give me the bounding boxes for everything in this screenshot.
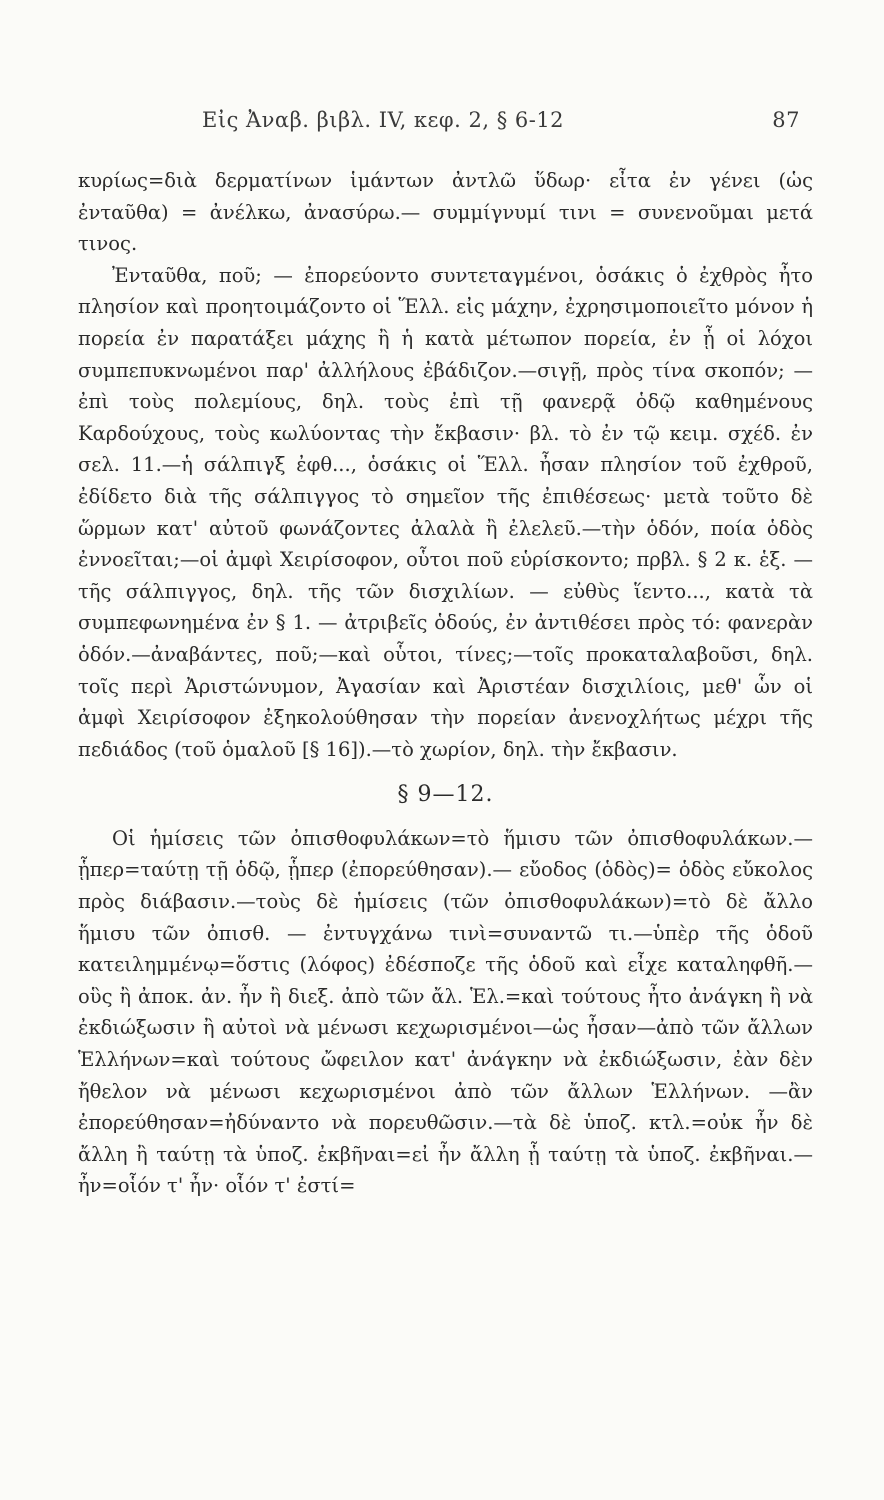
- paragraph-continuation: κυρίως=διὰ δερματίνων ἱμάντων ἀντλῶ ὕδωρ· εἶτα ἐν γένει (ὡς ἐνταῦθα) = ἀνέλκω, ἀνασύρω.— συμμίγνυμί τινι = συνενοῦμαι μετά τινος.: [78, 169, 813, 256]
- paragraph-entautha: Ἐνταῦθα, ποῦ; — ἐπορεύοντο συντεταγμένοι, ὁσάκις ὁ ἐχθρὸς ἦτο πλησίον καὶ προητοιμάζοντο οἱ Ἕλλ. εἰς μάχην, ἐχρησιμοποιεῖτο μόνον ἡ πορεία ἐν παρατάξει μάχης ἢ ἡ κατὰ μέτωπον πορεία, ἐν ᾗ οἱ λόχοι συμπεπυκνωμένοι παρ' ἀλλήλους ἐβάδιζον.—σιγῇ, πρὸς τίνα σκοπόν; — ἐπὶ τοὺς πολεμίους, δηλ. τοὺς ἐπὶ τῇ φανερᾷ ὁδῷ καθημένους Καρδούχους, τοὺς κωλύοντας τὴν ἔκβασιν· βλ. τὸ ἐν τῷ κειμ. σχέδ. ἐν σελ. 11.—ἡ σάλπιγξ ἐφθ..., ὁσάκις οἱ Ἕλλ. ἦσαν πλησίον τοῦ ἐχθροῦ, ἐδίδετο διὰ τῆς σάλπιγγος τὸ σημεῖον τῆς ἐπιθέσεως· μετὰ τοῦτο δὲ ὥρμων κατ' αὐτοῦ φωνάζοντες ἀλαλὰ ἢ ἐλελεῦ.—τὴν ὁδόν, ποία ὁδὸς ἐννοεῖται;—οἱ ἀμφὶ Χειρίσοφον, οὗτοι ποῦ εὑρίσκοντο; πρβλ. § 2 κ. ἑξ. — τῆς σάλπιγγος, δηλ. τῆς τῶν δισχιλίων. — εὐθὺς ἵεντο..., κατὰ τὰ συμπεφωνημένα ἐν § 1. — ἀτριβεῖς ὁδούς, ἐν ἀντιθέσει πρὸς τό: φανερὰν ὁδόν.—ἀναβάντες, ποῦ;—καὶ οὗτοι, τίνες;—τοῖς προκαταλαβοῦσι, δηλ. τοῖς περὶ Ἀριστώνυμον, Ἀγασίαν καὶ Ἀριστέαν δισχιλίοις, μεθ' ὧν οἱ ἀμφὶ Χειρίσοφον ἐξηκολούθησαν τὴν πορείαν ἀνενοχλήτως μέχρι τῆς πεδιάδος (τοῦ ὁμαλοῦ [§ 16]).—τὸ χωρίον, δηλ. τὴν ἔκβασιν.: [78, 263, 813, 761]
- commentary-text: [78, 165, 813, 1202]
- page-number: 87: [772, 108, 800, 132]
- section-heading: § 9—12.: [397, 782, 494, 808]
- running-title: Εἰς Ἀναβ. βιβλ. IV, κεφ. 2, § 6-12: [202, 108, 565, 132]
- paragraph-section-9-12: Οἱ ἡμίσεις τῶν ὀπισθοφυλάκων=τὸ ἥμισυ τῶν ὀπισθοφυλάκων.—ᾗπερ=ταύτῃ τῇ ὁδῷ, ᾗπερ (ἐπορεύθησαν).— εὔοδος (ὁδὸς)= ὁδὸς εὔκολος πρὸς διάβασιν.—τοὺς δὲ ἡμίσεις (τῶν ὀπισθοφυλάκων)=τὸ δὲ ἄλλο ἥμισυ τῶν ὀπισθ. — ἐντυγχάνω τινὶ=συναντῶ τι.—ὑπὲρ τῆς ὁδοῦ κατειλημμένῳ=ὅστις (λόφος) ἐδέσποζε τῆς ὁδοῦ καὶ εἶχε καταληφθῆ.—οὓς ἢ ἀποκ. ἀν. ἦν ἢ διεξ. ἀπὸ τῶν ἄλ. Ἑλ.=καὶ τούτους ἦτο ἀνάγκη ἢ νὰ ἐκδιώξωσιν ἢ αὐτοὶ νὰ μένωσι κεχωρισμένοι—ὡς ἦσαν—ἀπὸ τῶν ἄλλων Ἑλλήνων=καὶ τούτους ὤφειλον κατ' ἀνάγκην νὰ ἐκδιώξωσιν, ἐὰν δὲν ἤθελον νὰ μένωσι κεχωρισμένοι ἀπὸ τῶν ἄλλων Ἑλλήνων. —ἂν ἐπορεύθησαν=ἠδύναντο νὰ πορευθῶσιν.—τὰ δὲ ὑποζ. κτλ.=οὐκ ἦν δὲ ἄλλη ἢ ταύτῃ τὰ ὑποζ. ἐκβῆναι=εἰ ἦν ἄλλη ᾗ ταύτῃ τὰ ὑποζ. ἐκβῆναι.—ἦν=οἷόν τ' ἦν· οἷόν τ' ἐστί=: [78, 826, 813, 1198]
